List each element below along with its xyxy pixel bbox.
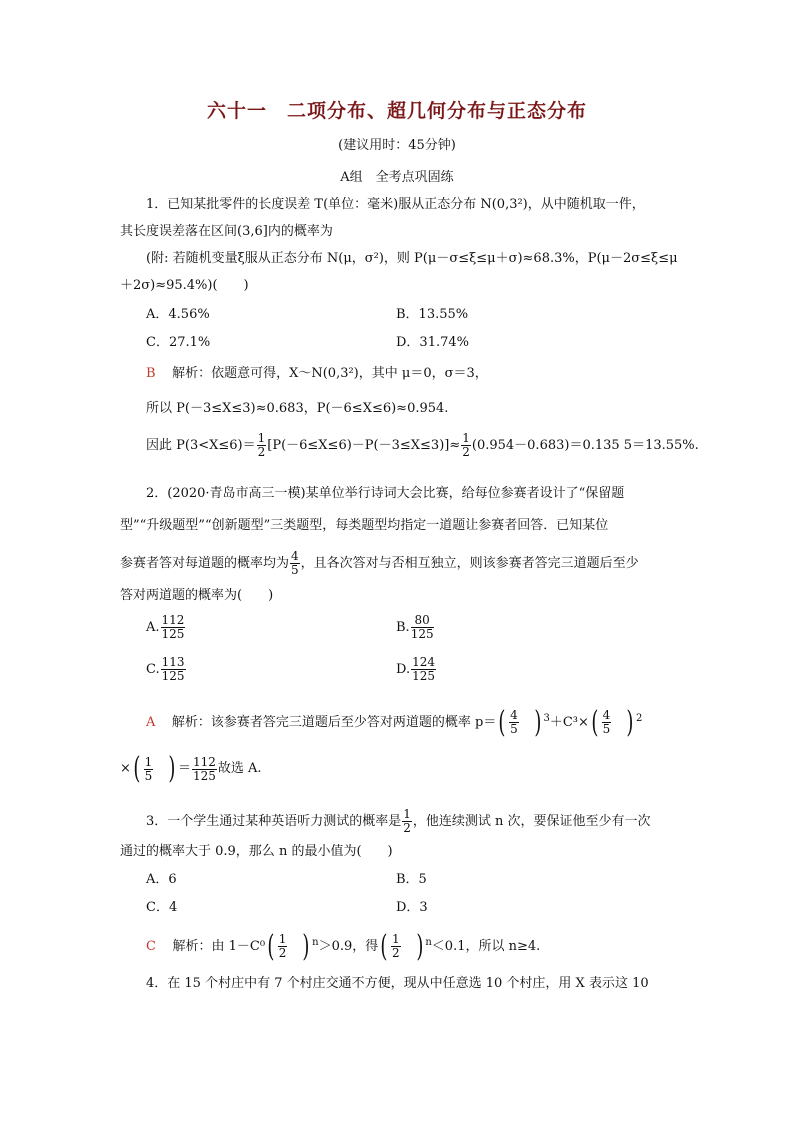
q3-option-c: C．4 [146, 900, 178, 915]
q3-option-a: A．6 [146, 872, 177, 887]
q1-line-1: 1．已知某批零件的长度误差 T(单位：毫米)服从正态分布 N(0,3²)，从中随机取一件， [146, 197, 645, 212]
q4-line-1: 4．在 15 个村庄中有 7 个村庄交通不方便，现从中任意选 10 个村庄，用 X 表示这 10 [146, 976, 649, 991]
page-title: 六十一 二项分布、超几何分布与正态分布 [206, 100, 587, 122]
q1-option-c: C．27.1% [146, 335, 211, 350]
fraction-one-half: $\frac{1}{2}$ [462, 431, 470, 459]
q1-line-4: ＋2σ)≈95.4%)( ) [120, 278, 249, 293]
q1-option-d: D．31.74% [396, 335, 469, 350]
q1-line-3: (附: 若随机变量ξ服从正态分布 N(μ，σ²)，则 P(μ－σ≤ξ≤μ＋σ)≈68.3%，P(μ－2σ≤ξ≤μ [146, 251, 678, 266]
q2-line-1: 2．(2020·青岛市高三一模)某单位举行诗词大会比赛，给每位参赛者设计了“保留题 [146, 486, 625, 501]
q1-answer-text: 解析：依题意可得，X～N(0,3²)，其中 μ＝0，σ＝3， [172, 366, 488, 381]
q1-answer-line-3 [146, 432, 699, 459]
q1-option-a: A．4.56% [146, 307, 210, 322]
q1-ans-part-b: [P(－6≤X≤6)－P(－3≤X≤3)]≈ [267, 438, 461, 453]
suggested-time: (建议用时：45分钟) [338, 138, 456, 153]
fraction-one-half: $\frac{1}{2}$ [403, 807, 411, 835]
q3-option-d: D．3 [396, 900, 428, 915]
q3-answer-line: C 解析：由 1－C⁰( $\frac{1}{2}$ ) $^n$＞0.9，得( $\frac{1}{2}$ ) $^n$＜0.1，所以 n≥4. [146, 928, 541, 964]
q3-option-b: B．5 [396, 872, 427, 887]
q3-line-1: 3．一个学生通过某种英语听力测试的概率是 $\frac{1}{2}$ ，他连续测试 n 次，要保证他至少有一次 [146, 807, 651, 835]
q1-answer-letter: B [146, 366, 156, 381]
q3-line-2: 通过的概率大于 0.9，那么 n 的最小值为( ) [120, 844, 393, 859]
q1-ans-part-a: 因此 P(3<X≤6)＝ [146, 438, 256, 453]
q1-line-2: 其长度误差落在区间(3,6]内的概率为 [120, 224, 333, 239]
q2-answer-line-1: A 解析：该参赛者答完三道题后至少答对两道题的概率 p＝( $\frac{4}{5}$ ) $^3$＋C³×( $\frac{4}{5}$ ) $^2$ [146, 704, 643, 740]
q2-option-b: B. $\frac{80}{125}$ [396, 613, 434, 641]
q2-line-4: 答对两道题的概率为( ) [120, 588, 274, 603]
q2-line-3: 参赛者答对每道题的概率均为 $\frac{4}{5}$ ，且各次答对与否相互独立，则该参赛者答完三道题后至少 [120, 549, 639, 577]
q1-answer-line-1 [146, 364, 488, 384]
group-heading: A组 全考点巩固练 [340, 170, 454, 185]
q2-option-a: A. $\frac{112}{125}$ [146, 613, 185, 641]
q1-option-b: B．13.55% [396, 307, 469, 322]
fraction-one-half: $\frac{1}{2}$ [257, 431, 266, 459]
q2-line-2: 型”“升级题型”“创新题型”三类题型，每类题型均指定一道题让参赛者回答．已知某位 [120, 518, 609, 533]
q2-option-c: C. $\frac{113}{125}$ [146, 655, 185, 683]
q1-answer-line-2: 所以 P(－3≤X≤3)≈0.683，P(－6≤X≤6)≈0.954. [146, 401, 449, 416]
fraction-four-fifths: $\frac{4}{5}$ [291, 549, 299, 577]
q2-option-d: D. $\frac{124}{125}$ [396, 655, 435, 683]
q2-answer-line-2: ×( $\frac{1}{5}$ ) ＝ $\frac{112}{125}$ 故选 A. [120, 751, 262, 786]
q1-ans-part-c: (0.954－0.683)＝0.135 5＝13.55%. [471, 438, 699, 453]
